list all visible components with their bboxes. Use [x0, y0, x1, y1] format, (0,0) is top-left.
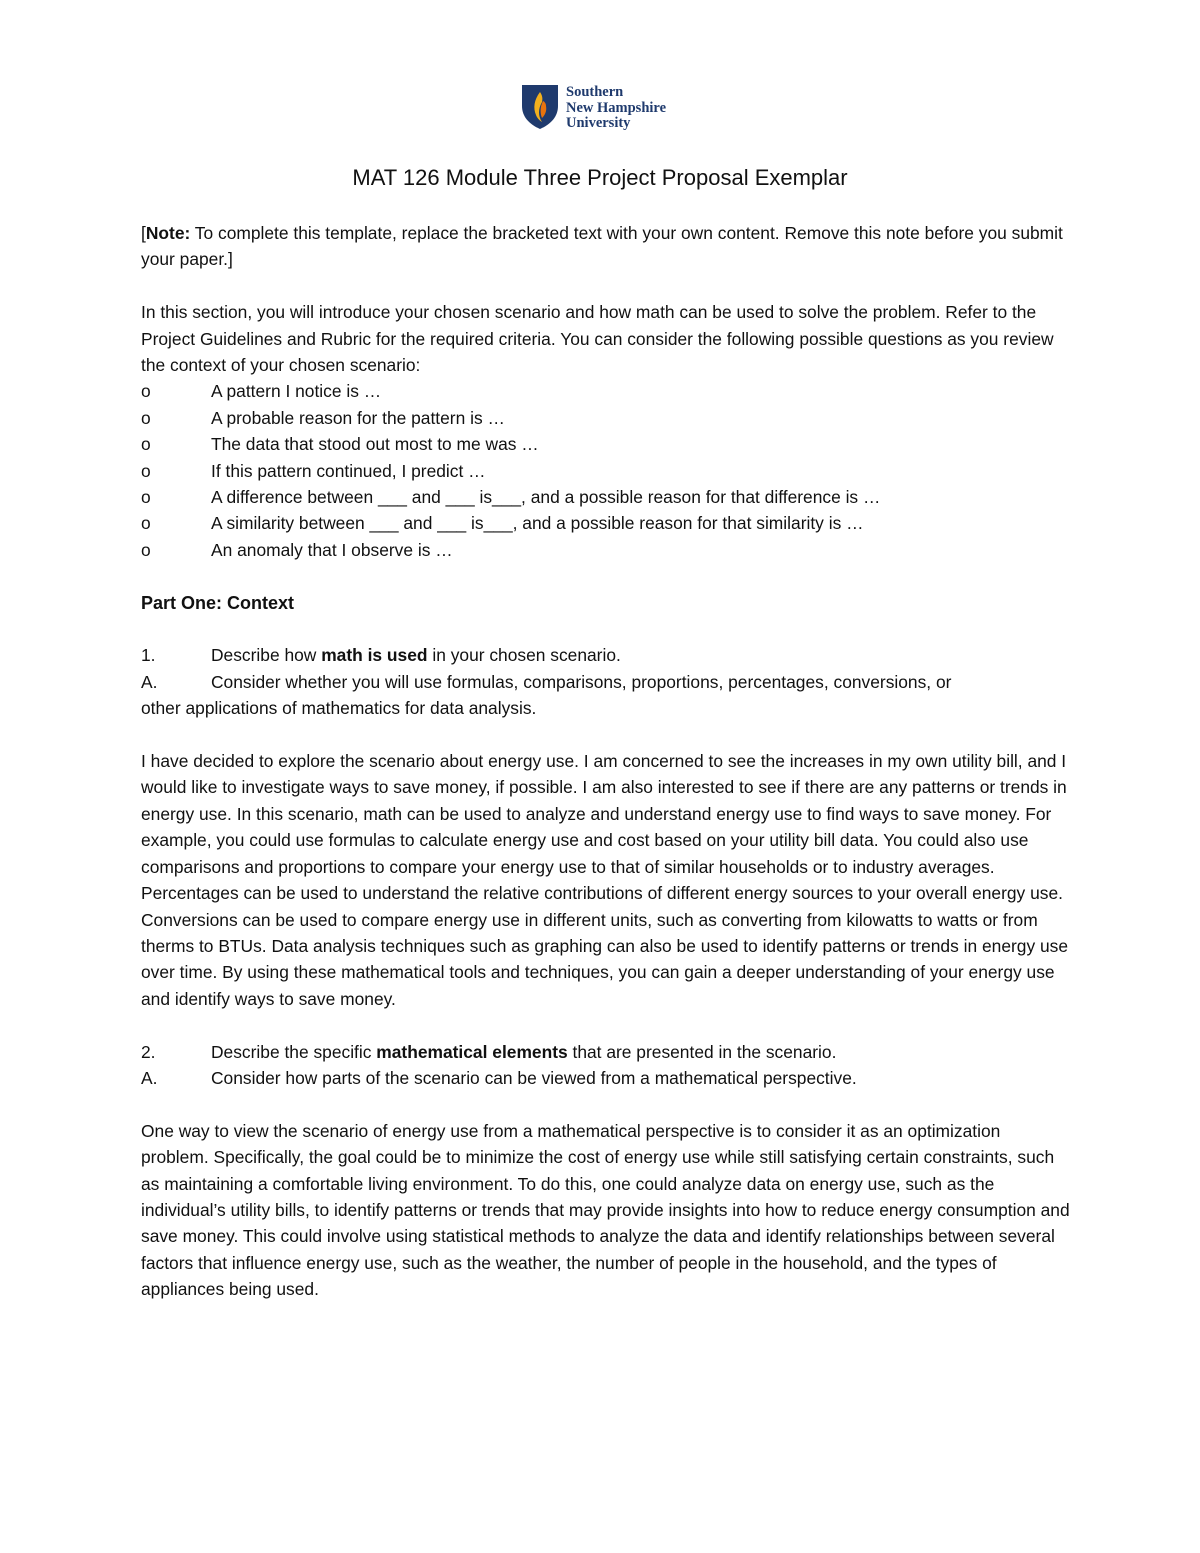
- document-body: [141, 220, 1071, 1303]
- list-item-text: A probable reason for the pattern is …: [211, 407, 505, 428]
- list-item-text: A pattern I notice is …: [211, 381, 382, 402]
- spacer: [141, 1012, 1071, 1038]
- bullet-marker: o: [141, 539, 151, 560]
- question-1-number: 1.: [141, 645, 156, 666]
- bullet-marker: o: [141, 381, 151, 402]
- list-item-text: The data that stood out most to me was …: [211, 434, 539, 455]
- question-1-text: [211, 642, 1071, 668]
- snhu-shield-flame-icon: [521, 84, 559, 130]
- spacer: [141, 1091, 1071, 1117]
- spacer: [141, 563, 1071, 589]
- list-item: [141, 458, 1071, 484]
- bullet-marker: o: [141, 434, 151, 455]
- question-1a: [141, 669, 1071, 695]
- answer-1-paragraph: I have decided to explore the scenario about energy use. I am concerned to see the increases in my own utility bill, and I would like to investigate ways to save money, if possible. I am also interested to see if there are any patterns or trends in energy use. In this scenario, math can be used to analyze and understand energy use to find ways to save money. For example, you could use formulas to calculate energy use and cost based on your utility bill data. You could also use comparisons and proportions to compare your energy use to that of similar households or to industry averages. Percentages can be used to understand the relative contributions of different energy sources to your overall energy use. Conversions can be used to compare energy use in different units, such as converting from kilowatts to watts or from therms to BTUs. Data analysis techniques such as graphing can also be used to identify patterns or trends in energy use over time. By using these mathematical tools and techniques, you can gain a deeper understanding of your energy use and identify ways to save money.: [141, 751, 1069, 1009]
- part-one-heading: Part One: Context: [141, 592, 295, 613]
- question-2a-letter: A.: [141, 1067, 158, 1088]
- list-item: [141, 378, 1071, 404]
- answer-2-paragraph: One way to view the scenario of energy use from a mathematical perspective is to consider it as an optimization problem. Specifically, the goal could be to minimize the cost of energy use while still satisfying certain constraints, such as maintaining a comfortable living environment. To do this, one could analyze data on energy use, such as the individual’s utility bills, to identify patterns or trends that may provide insights into how to reduce energy consumption and save money. This could involve using statistical methods to analyze the data and identify relationships between several factors that influence energy use, such as the weather, the number of people in the household, and the types of appliances being used.: [141, 1120, 1070, 1300]
- question-2-pre: Describe the specific: [211, 1041, 377, 1062]
- list-item-text: An anomaly that I observe is …: [211, 539, 453, 560]
- list-item: [141, 405, 1071, 431]
- spacer: [141, 616, 1071, 642]
- question-1-post: in your chosen scenario.: [427, 645, 621, 666]
- logo-line-southern: Southern: [566, 84, 624, 100]
- list-item-text: A similarity between ___ and ___ is___, and a possible reason for that similarity is …: [211, 513, 864, 534]
- question-1: [141, 642, 1071, 668]
- bullet-marker: o: [141, 513, 151, 534]
- intro-paragraph: In this section, you will introduce your chosen scenario and how math can be used to solve the problem. Refer to the Project Guidelines and Rubric for the required criteria. You can consider the following possible questions as you review the context of your chosen scenario:: [141, 302, 1054, 376]
- logo-line-university: University: [566, 115, 631, 131]
- question-2-post: that are presented in the scenario.: [567, 1041, 837, 1062]
- snhu-logo: [521, 84, 666, 132]
- question-1a-continuation: other applications of mathematics for data analysis.: [141, 698, 537, 719]
- question-1-emphasis: math is used: [321, 645, 428, 666]
- list-item: [141, 510, 1071, 536]
- logo-line-new-hampshire: New Hampshire: [566, 99, 667, 116]
- template-note: [141, 220, 1071, 273]
- question-2-text: [211, 1039, 1071, 1065]
- question-2a: [141, 1065, 1071, 1091]
- list-item-text: A difference between ___ and ___ is___, and a possible reason for that difference is …: [211, 487, 881, 508]
- question-1-pre: Describe how: [211, 645, 322, 666]
- bullet-marker: o: [141, 407, 151, 428]
- question-2: [141, 1039, 1071, 1065]
- spacer: [141, 273, 1071, 299]
- document-title: MAT 126 Module Three Project Proposal Exemplar: [352, 165, 848, 190]
- university-name: [566, 85, 666, 132]
- bullet-marker: o: [141, 487, 151, 508]
- question-prompt-list: [141, 378, 1071, 563]
- bullet-marker: o: [141, 460, 151, 481]
- note-label: Note:: [145, 223, 191, 243]
- question-2a-text: Consider how parts of the scenario can be viewed from a mathematical perspective.: [211, 1067, 857, 1088]
- list-item: [141, 484, 1071, 510]
- note-text: To complete this template, replace the bracketed text with your own content. Remove this note before you submit your paper.]: [141, 223, 1063, 270]
- question-1a-letter: A.: [141, 671, 158, 692]
- list-item: [141, 537, 1071, 563]
- question-2-emphasis: mathematical elements: [376, 1041, 568, 1062]
- spacer: [141, 722, 1071, 748]
- note-open-bracket: [: [141, 223, 146, 243]
- list-item: [141, 431, 1071, 457]
- list-item-text: If this pattern continued, I predict …: [211, 460, 486, 481]
- question-1a-text: Consider whether you will use formulas, comparisons, proportions, percentages, conversions, or: [211, 671, 952, 692]
- question-2-number: 2.: [141, 1041, 156, 1062]
